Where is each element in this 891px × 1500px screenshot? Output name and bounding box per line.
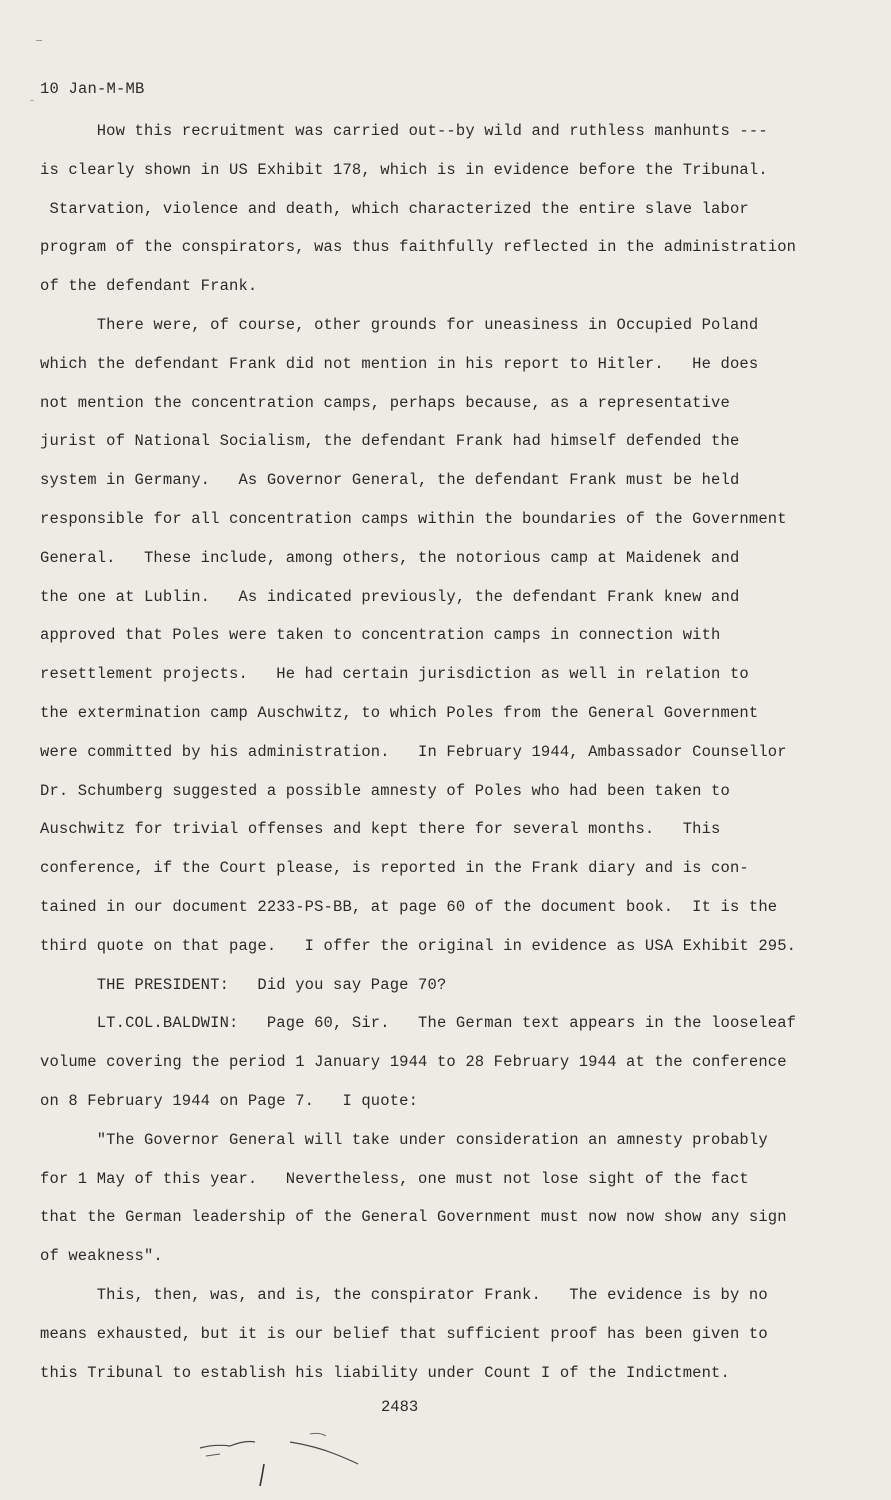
document-reference: 10 Jan-M-MB — [40, 80, 145, 98]
text-line: resettlement projects. He had certain jurisdiction as well in relation to — [40, 665, 749, 684]
text-line: on 8 February 1944 on Page 7. I quote: — [40, 1091, 419, 1110]
text-line: the one at Lublin. As indicated previously, the defendant Frank knew and — [40, 587, 740, 606]
text-line: THE PRESIDENT: Did you say Page 70? — [40, 975, 447, 994]
text-line: Starvation, violence and death, which characterized the entire slave labor — [40, 199, 749, 218]
text-line: not mention the concentration camps, perhaps because, as a representative — [40, 393, 730, 412]
text-line: LT.COL.BALDWIN: Page 60, Sir. The German text appears in the looseleaf — [40, 1014, 797, 1033]
margin-mark — [36, 40, 42, 41]
margin-mark — [30, 100, 34, 101]
body-text — [40, 112, 830, 1392]
text-line: tained in our document 2233-PS-BB, at page 60 of the document book. It is the — [40, 897, 778, 916]
text-line: approved that Poles were taken to concentration camps in connection with — [40, 626, 721, 645]
text-line: means exhausted, but it is our belief that sufficient proof has been given to — [40, 1324, 768, 1343]
text-line: were committed by his administration. In February 1944, Ambassador Counsellor — [40, 742, 787, 761]
text-line: which the defendant Frank did not mention in his report to Hitler. He does — [40, 354, 759, 373]
handwritten-mark — [190, 1420, 390, 1490]
text-line: "The Governor General will take under consideration an amnesty probably — [40, 1130, 768, 1149]
text-line: of weakness". — [40, 1247, 163, 1266]
text-line: conference, if the Court please, is reported in the Frank diary and is con- — [40, 859, 749, 878]
text-line: How this recruitment was carried out--by wild and ruthless manhunts --- — [40, 122, 768, 140]
text-line: this Tribunal to establish his liability under Count I of the Indictment. — [40, 1363, 730, 1382]
text-line: system in Germany. As Governor General, the defendant Frank must be held — [40, 471, 740, 490]
text-line: is clearly shown in US Exhibit 178, which is in evidence before the Tribunal. — [40, 160, 768, 179]
text-line: Dr. Schumberg suggested a possible amnesty of Poles who had been taken to — [40, 781, 730, 800]
text-line: jurist of National Socialism, the defendant Frank had himself defended the — [40, 432, 740, 451]
text-line: volume covering the period 1 January 1944 to 28 February 1944 at the conference — [40, 1053, 787, 1072]
text-line: of the defendant Frank. — [40, 277, 258, 296]
text-line: General. These include, among others, the notorious camp at Maidenek and — [40, 548, 740, 567]
text-line: This, then, was, and is, the conspirator Frank. The evidence is by no — [40, 1285, 768, 1304]
text-line: responsible for all concentration camps within the boundaries of the Government — [40, 509, 787, 528]
text-line: There were, of course, other grounds for uneasiness in Occupied Poland — [40, 315, 759, 334]
text-line: that the German leadership of the General Government must now now show any sign — [40, 1208, 787, 1227]
text-line: program of the conspirators, was thus faithfully reflected in the administration — [40, 238, 797, 257]
page-number: 2483 — [381, 1398, 419, 1416]
text-line: for 1 May of this year. Nevertheless, one must not lose sight of the fact — [40, 1169, 749, 1188]
text-line: the extermination camp Auschwitz, to which Poles from the General Government — [40, 703, 759, 722]
text-line: Auschwitz for trivial offenses and kept there for several months. This — [40, 820, 721, 839]
text-line: third quote on that page. I offer the original in evidence as USA Exhibit 295. — [40, 936, 797, 955]
